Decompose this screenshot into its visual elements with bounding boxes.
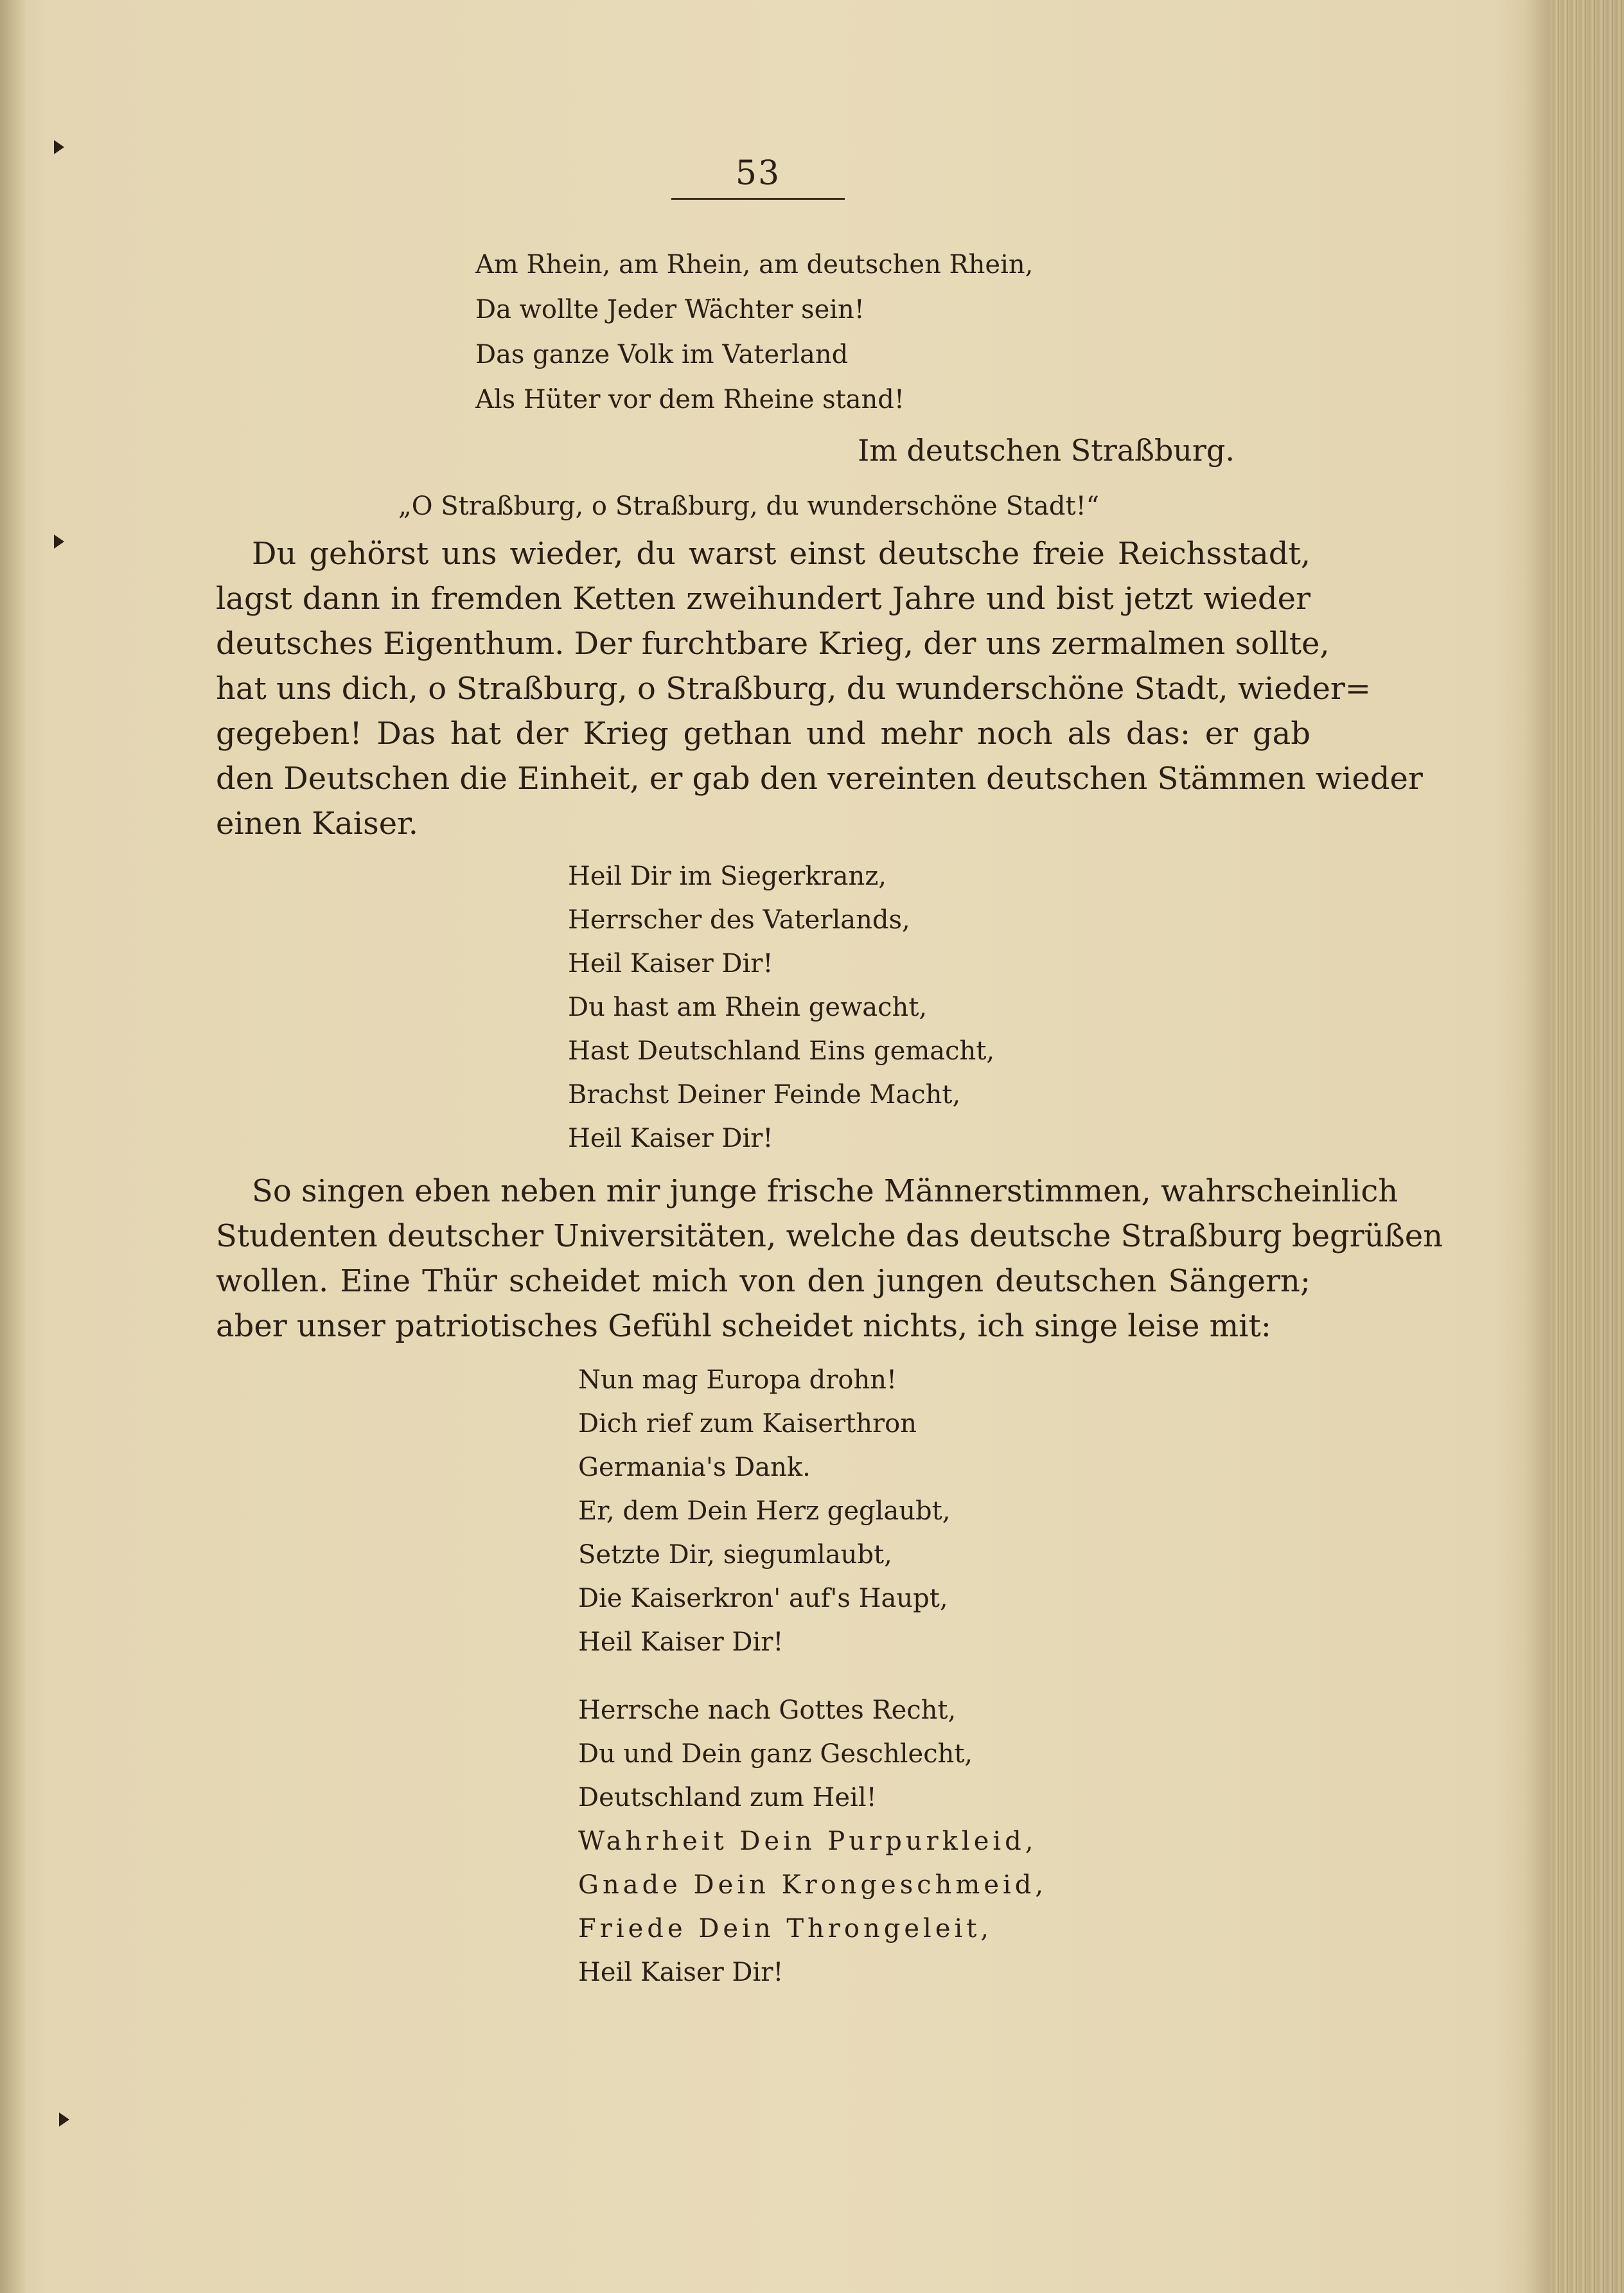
section-heading: Im deutschen Straßburg. [858, 433, 1235, 468]
verse-line: Wahrheit Dein Purpurkleid, [578, 1827, 1037, 1856]
paragraph-line: einen Kaiser. [216, 806, 419, 842]
quote-line: „O Straßburg, o Straßburg, du wunderschöne Stadt!“ [398, 491, 1100, 521]
margin-mark [54, 535, 64, 549]
verse-line: Heil Kaiser Dir! [568, 949, 773, 978]
verse-line: Nun mag Europa drohn! [578, 1365, 897, 1395]
paragraph-line: Du gehörst uns wieder, du warst einst deutsche freie Reichsstadt, [252, 536, 1311, 572]
verse-line: Heil Kaiser Dir! [568, 1124, 773, 1153]
verse-line: Heil Kaiser Dir! [578, 1958, 784, 1987]
verse-line: Herrsche nach Gottes Recht, [578, 1695, 957, 1725]
paragraph-line: deutsches Eigenthum. Der furchtbare Krieg, der uns zermalmen sollte, [216, 626, 1330, 662]
margin-mark [59, 2112, 69, 2127]
verse-line: Gnade Dein Krongeschmeid, [578, 1870, 1048, 1900]
verse-line: Am Rhein, am Rhein, am deutschen Rhein, [475, 250, 1034, 279]
verse-line: Du und Dein ganz Geschlecht, [578, 1739, 973, 1769]
verse-line: Herrscher des Vaterlands, [568, 905, 910, 935]
paragraph-line: Studenten deutscher Universitäten, welche das deutsche Straßburg begrüßen [216, 1218, 1443, 1254]
page-number: 53 [735, 154, 781, 193]
verse-line: Als Hüter vor dem Rheine stand! [475, 385, 905, 414]
paragraph-line: aber unser patriotisches Gefühl scheidet nichts, ich singe leise mit: [216, 1308, 1271, 1344]
verse-line: Das ganze Volk im Vaterland [475, 340, 849, 369]
page-shadow [1524, 0, 1550, 2293]
verse-line: Die Kaiserkron' auf's Haupt, [578, 1584, 948, 1613]
paragraph-line: gegeben! Das hat der Krieg gethan und mehr noch als das: er gab [216, 716, 1311, 752]
verse-line: Da wollte Jeder Wächter sein! [475, 295, 865, 324]
verse-line: Germania's Dank. [578, 1453, 811, 1482]
verse-line: Brachst Deiner Feinde Macht, [568, 1080, 961, 1110]
verse-line: Er, dem Dein Herz geglaubt, [578, 1496, 951, 1526]
header-rule [671, 198, 845, 200]
paragraph-line: den Deutschen die Einheit, er gab den vereinten deutschen Stämmen wieder [216, 761, 1423, 797]
page-stack-edge [1550, 0, 1624, 2293]
verse-line: Hast Deutschland Eins gemacht, [568, 1036, 995, 1066]
paragraph-line: hat uns dich, o Straßburg, o Straßburg, du wunderschöne Stadt, wieder= [216, 671, 1372, 707]
verse-line: Du hast am Rhein gewacht, [568, 993, 928, 1022]
paragraph-line: wollen. Eine Thür scheidet mich von den jungen deutschen Sängern; [216, 1263, 1311, 1299]
verse-line: Heil Kaiser Dir! [578, 1627, 784, 1657]
verse-line: Setzte Dir, siegumlaubt, [578, 1540, 892, 1570]
paragraph-line: So singen eben neben mir junge frische Männerstimmen, wahrscheinlich [252, 1173, 1399, 1209]
verse-line: Heil Dir im Siegerkranz, [568, 862, 887, 891]
verse-line: Friede Dein Throngeleit, [578, 1914, 993, 1943]
page-header [668, 154, 848, 200]
paragraph-line: lagst dann in fremden Ketten zweihundert Jahre und bist jetzt wieder [216, 581, 1311, 617]
verse-line: Dich rief zum Kaiserthron [578, 1409, 917, 1439]
margin-mark [54, 140, 64, 154]
verse-line: Deutschland zum Heil! [578, 1783, 877, 1812]
page-gutter [0, 0, 27, 2293]
